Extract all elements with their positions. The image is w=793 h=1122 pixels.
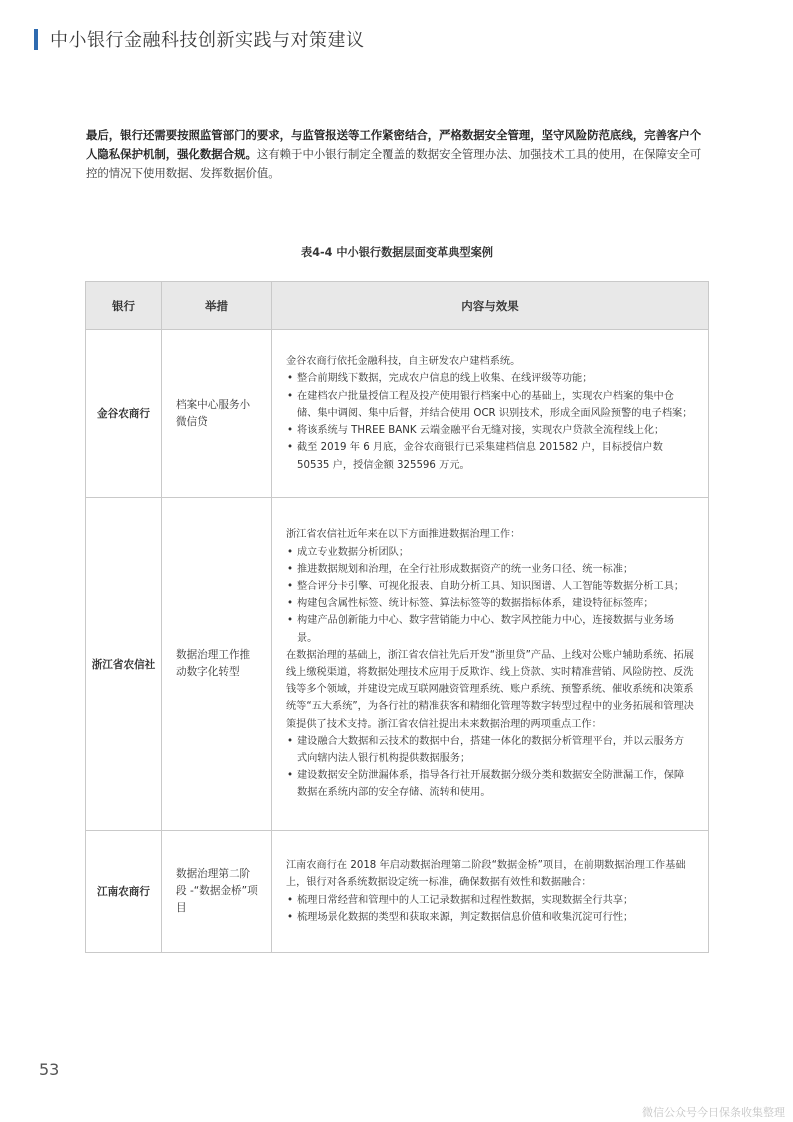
- table-caption: 表4-4 中小银行数据层面变革典型案例: [301, 246, 493, 259]
- measure-cell: 数据治理第二阶段 -“数据金桥”项目: [162, 831, 272, 953]
- content-intro: 金谷农商行依托金融科技，自主研发农户建档系统。: [286, 356, 521, 368]
- content-bullet-list: [286, 544, 694, 647]
- content-bullet-list: [286, 370, 694, 473]
- content-bullet: • 成立专业数据分析团队；: [286, 544, 694, 561]
- intro-paragraph: [86, 126, 708, 183]
- content-bullet: • 推进数据规划和治理，在全行社形成数据资产的统一业务口径、统一标准；: [286, 561, 694, 578]
- content-intro: 江南农商行在 2018 年启动数据治理第二阶段“数据金桥”项目，在前期数据治理工作基础上，银行对各系统数据设定统一标准，确保数据有效性和数据融合：: [286, 860, 686, 889]
- table-row: [86, 498, 709, 831]
- table-header-row: [86, 282, 709, 330]
- bank-cell: 江南农商行: [86, 831, 162, 953]
- content-bullet: • 构建包含属性标签、统计标签、算法标签等的数据指标体系，建设特征标签库；: [286, 595, 694, 612]
- content-bullet: • 在建档农户批量授信工程及投产使用银行档案中心的基础上，实现农户档案的集中仓储、集中调阅、集中后督，并结合使用 OCR 识别技术，形成全面风险预警的电子档案；: [286, 388, 694, 422]
- measure-cell: 数据治理工作推动数字化转型: [162, 498, 272, 831]
- content-cell: [272, 831, 709, 953]
- bank-cell: 金谷农商行: [86, 330, 162, 498]
- page-header: [34, 28, 365, 50]
- header-content: 内容与效果: [272, 282, 709, 330]
- content-bullet: • 建设数据安全防泄漏体系，指导各行社开展数据分级分类和数据安全防泄漏工作，保障数据在系统内部的安全存储、流转和使用。: [286, 767, 694, 801]
- page-number: 53: [39, 1060, 60, 1079]
- content-intro: 浙江省农信社近年来在以下方面推进数据治理工作：: [286, 529, 521, 541]
- header-bank: 银行: [86, 282, 162, 330]
- content-cell: [272, 498, 709, 831]
- header-measure: 举措: [162, 282, 272, 330]
- watermark: 微信公众号今日保条收集整理: [642, 1106, 785, 1119]
- content-bullet: • 建设融合大数据和云技术的数据中台，搭建一体化的数据分析管理平台，并以云服务方式向辖内法人银行机构提供数据服务；: [286, 733, 694, 767]
- content-bullet: • 整合前期线下数据，完成农户信息的线上收集、在线评级等功能；: [286, 370, 694, 387]
- content-bullet-list: [286, 892, 694, 926]
- header-accent-bar: [34, 29, 38, 50]
- table-row: [86, 831, 709, 953]
- content-bullet: • 梳理场景化数据的类型和获取来源，判定数据信息价值和收集沉淀可行性；: [286, 909, 694, 926]
- bank-cell: 浙江省农信社: [86, 498, 162, 831]
- content-cell: [272, 330, 709, 498]
- measure-cell: 档案中心服务小微信贷: [162, 330, 272, 498]
- content-bullet: • 构建产品创新能力中心、数字营销能力中心、数字风控能力中心，连接数据与业务场景。: [286, 612, 694, 646]
- content-bullet: • 截至 2019 年 6 月底，金谷农商银行已采集建档信息 201582 户，目标授信户数 50535 户，授信金额 325596 万元。: [286, 439, 694, 473]
- content-bullet-list: [286, 733, 694, 802]
- content-middle-paragraph: 在数据治理的基础上，浙江省农信社先后开发“浙里贷”产品、上线对公账户辅助系统、拓展线上缴税渠道，将数据处理技术应用于反欺诈、线上贷款、实时精准营销、风险防控、反洗钱等多个领域，并建设完成互联网融资管理系统、账户系统、预警系统、催收系统和决策系统等“五大系统”，为各行社的精准获客和精细化管理等数字转型过程中的业务拓展和管理决策提供了技术支持。浙江省农信社提出未来数据治理的两项重点工作：: [286, 649, 694, 730]
- header-title: 中小银行金融科技创新实践与对策建议: [50, 30, 365, 51]
- intro-normal-text: 这有赖于中小银行制定全覆盖的数据安全管理办法、加强技术工具的使用，在保障安全可控的情况下使用数据、发挥数据价值。: [86, 147, 702, 180]
- cases-table: [85, 281, 709, 953]
- content-bullet: • 将该系统与 THREE BANK 云端金融平台无缝对接，实现农户贷款全流程线上化；: [286, 422, 694, 439]
- content-bullet: • 整合评分卡引擎、可视化报表、自助分析工具、知识图谱、人工智能等数据分析工具；: [286, 578, 694, 595]
- intro-bold-text: 最后，银行还需要按照监管部门的要求，与监管报送等工作紧密结合，严格数据安全管理，坚守风险防范底线，完善客户个人隐私保护机制，强化数据合规。: [86, 128, 702, 161]
- content-bullet: • 梳理日常经营和管理中的人工记录数据和过程性数据，实现数据全行共享；: [286, 892, 694, 909]
- table-row: [86, 330, 709, 498]
